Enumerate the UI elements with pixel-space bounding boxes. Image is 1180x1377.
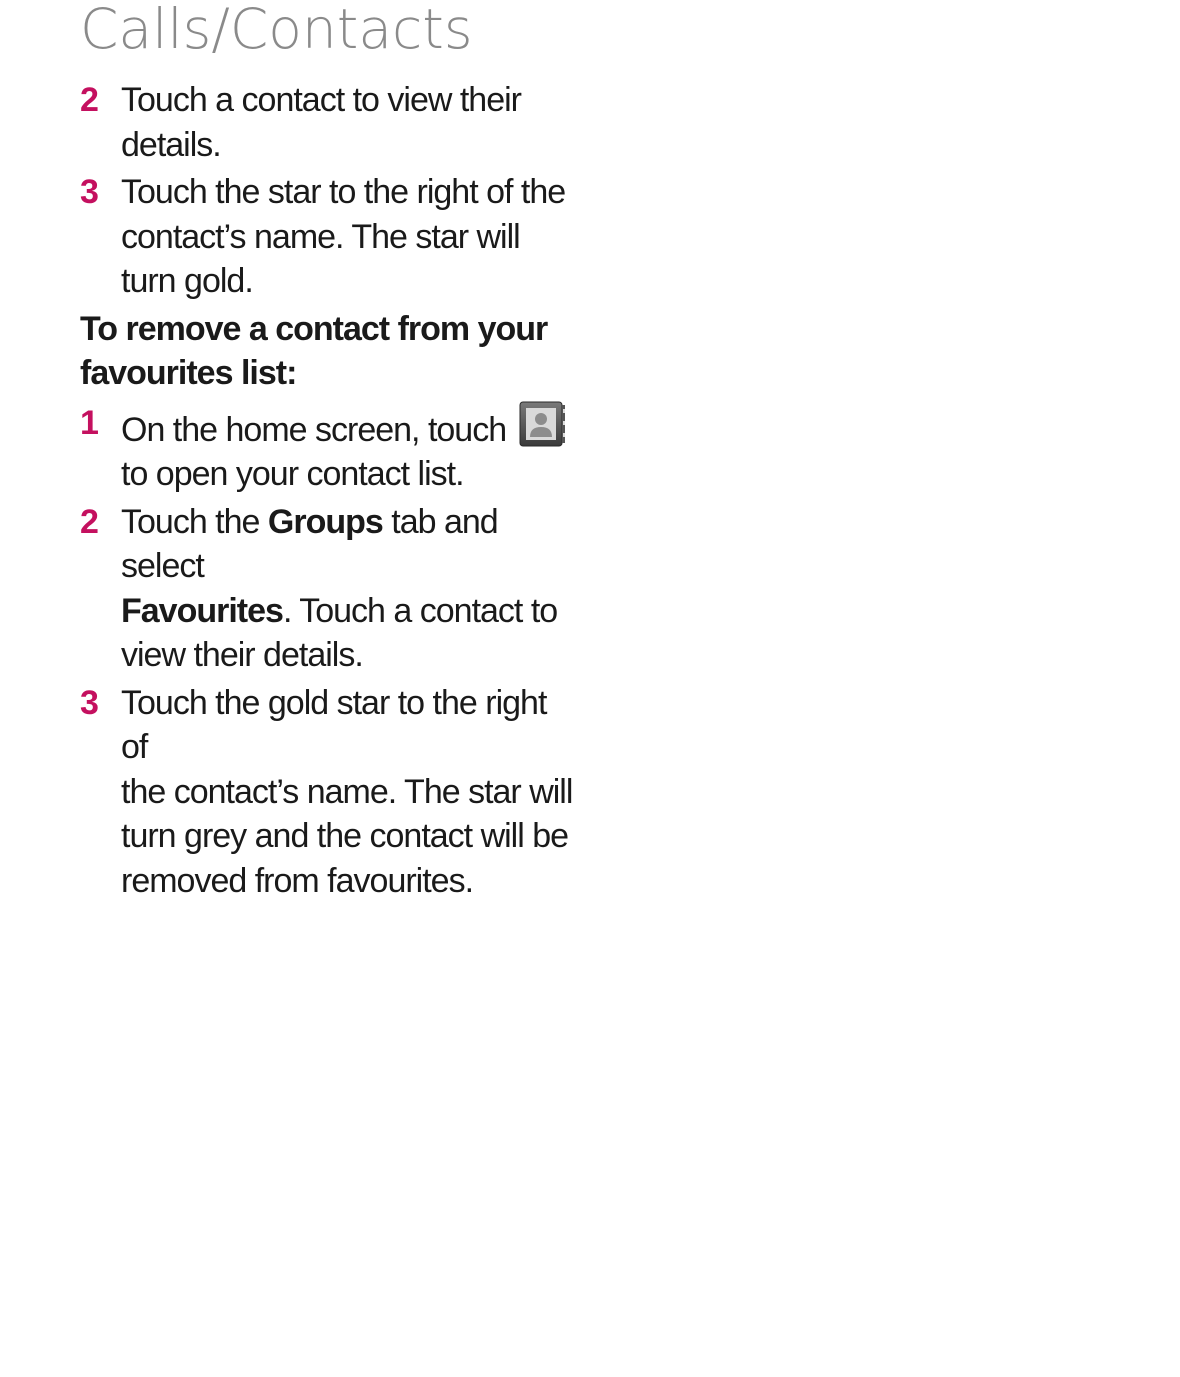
step-line: to open your contact list. [121,455,464,493]
step-select-favourites [80,500,580,678]
heading-line: To remove a contact from your [80,309,548,348]
step-text-fragment: tab and select [121,502,498,585]
step-line-text: On the home screen, touch [121,410,507,449]
step-line [121,401,580,453]
step-line: the contact’s name. The star will [121,772,573,811]
step-line: turn grey and the contact will be [121,817,569,855]
step-number: 3 [80,683,99,722]
section-heading-remove-favourite [80,307,580,396]
step-star-grey [80,681,580,904]
step-view-details [80,78,580,167]
step-line: turn gold. [121,262,253,300]
step-number: 1 [80,403,99,442]
step-line: removed from favourites. [121,861,474,900]
content-column [80,78,580,906]
step-line: Touch a contact to view their [121,81,522,119]
step-text-fragment: . Touch a contact to [282,591,558,630]
step-line: view their details. [121,636,363,674]
step-number: 2 [80,81,99,119]
step-line: contact’s name. The star will [121,217,520,256]
heading-line: favourites list: [80,354,297,392]
page-title: Calls/Contacts [80,0,473,61]
step-line: details. [121,125,221,164]
step-open-contacts [80,401,580,497]
step-line [121,500,580,589]
step-star-gold [80,170,580,304]
step-number: 3 [80,173,99,211]
step-line: Touch the star to the right of the [121,173,566,211]
groups-tab-label: Groups [267,502,383,541]
step-line: Touch the gold star to the right of [121,683,547,766]
step-line [121,589,580,634]
favourites-label: Favourites [121,591,283,630]
step-text-fragment: Touch the [121,502,260,541]
step-number: 2 [80,502,99,541]
contacts-app-icon [519,401,563,445]
